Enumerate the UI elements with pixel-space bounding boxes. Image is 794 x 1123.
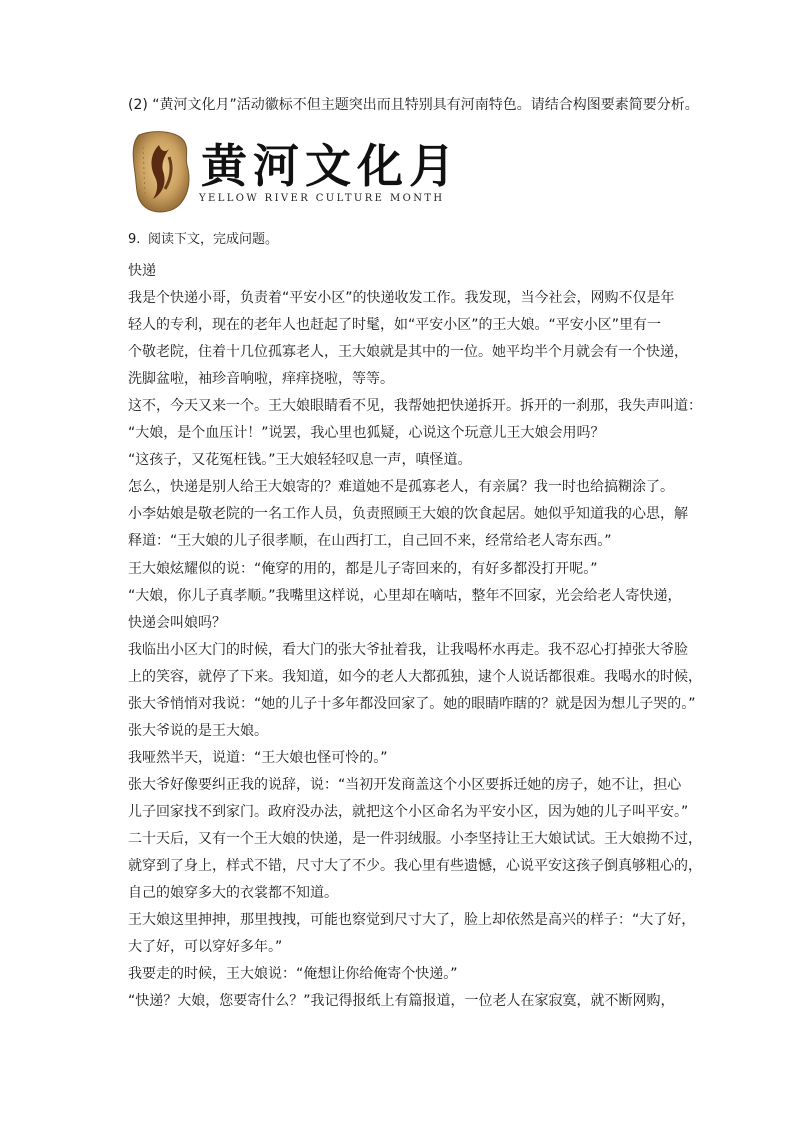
- article-line: 释道：“王大娘的儿子很孝顺，在山西打工，自己回不来，经常给老人寄东西。”: [128, 533, 612, 550]
- article-line: 快递会叫娘吗？: [128, 614, 226, 631]
- logo-chinese-title: 黄河文化月: [201, 139, 461, 193]
- article-line: 张大爷好像要纠正我的说辞，说：“当初开发商盖这个小区要拆迁她的房子，她不让，担心: [128, 776, 682, 793]
- article-line: 王大娘炫耀似的说：“俺穿的用的，都是儿子寄回来的，有好多都没打开呢。”: [128, 560, 598, 577]
- article-line: 小李姑娘是敬老院的一名工作人员，负责照顾王大娘的饮食起居。她似乎知道我的心思，解: [128, 506, 688, 523]
- article-body: [128, 258, 728, 1015]
- article-line: “大娘，你儿子真孝顺。”我嘴里这样说，心里却在嘀咕，整年不回家，光会给老人寄快递，: [128, 587, 682, 604]
- article-line: “这孩子，又花冤枉钱。”王大娘轻轻叹息一声，嗔怪道。: [128, 452, 472, 469]
- article-line: 上的笑容，就停了下来。我知道，如今的老人大都孤独，逮个人说话都很难。我喝水的时候，: [128, 668, 702, 685]
- article-line: 二十天后，又有一个王大娘的快递，是一件羽绒服。小李坚持让王大娘试试。王大娘拗不过，: [128, 830, 702, 847]
- question-9-heading: [128, 231, 278, 249]
- article-line: 张大爷说的是王大娘。: [128, 722, 268, 739]
- article-line: 这不，今天又来一个。王大娘眼睛看不见，我帮她把快递拆开。拆开的一刹那，我失声叫道：: [128, 398, 702, 415]
- article-line: 我是个快递小哥，负责着“平安小区”的快递收发工作。我发现，当今社会，网购不仅是年: [128, 290, 675, 307]
- yellow-river-culture-month-logo: [129, 127, 461, 216]
- article-line: 自己的娘穿多大的衣裳都不知道。: [128, 885, 338, 902]
- article-line: 我哑然半天，说道：“王大娘也怪可怜的。”: [128, 749, 388, 766]
- article-line: 我临出小区大门的时候，看大门的张大爷扯着我，让我喝杯水再走。我不忍心打掉张大爷脸: [128, 641, 688, 658]
- article-line: 大了好，可以穿好多年。”: [128, 939, 283, 956]
- question-8-text: (2) “黄河文化月”活动徽标不但主题突出而且特别具有河南特色。请结合构图要素简要分析。: [128, 97, 699, 113]
- article-line: 洗脚盆啦，袖珍音响啦，痒痒挠啦，等等。: [128, 371, 394, 388]
- article-line: 我要走的时候，王大娘说：“俺想让你给俺寄个快递。”: [128, 966, 458, 983]
- article-line: 王大娘这里抻抻，那里拽拽，可能也察觉到尺寸大了，脸上却依然是高兴的样子：“大了好，: [128, 912, 696, 929]
- article-line: 个敬老院，住着十几位孤寡老人，王大娘就是其中的一位。她平均半个月就会有一个快递，: [128, 344, 688, 361]
- article-title: 快递: [128, 263, 156, 279]
- article-line: “快递？大娘，您要寄什么？”我记得报纸上有篇报道，一位老人在家寂寞，就不断网购，: [128, 993, 675, 1010]
- article-line: 轻人的专利，现在的老年人也赶起了时髦，如“平安小区”的王大娘。“平安小区”里有一: [128, 317, 662, 334]
- article-line: 儿子回家找不到家门。政府没办法，就把这个小区命名为平安小区，因为她的儿子叫平安。”: [128, 803, 689, 820]
- article-line: 张大爷悄悄对我说：“她的儿子十多年都没回家了。她的眼睛咋瞎的？就是因为想儿子哭的。”: [128, 695, 696, 712]
- article-line: “大娘，是个血压计！”说罢，我心里也狐疑，心说这个玩意儿王大娘会用吗？: [128, 425, 605, 442]
- logo-english-subtitle: YELLOW RIVER CULTURE MONTH: [199, 193, 445, 204]
- question-9-number: 9.: [128, 232, 141, 247]
- article-line: 就穿到了身上，样式不错，尺寸大了不少。我心里有些遗憾，心说平安这孩子倒真够粗心的，: [128, 858, 702, 875]
- question-9-instruction: 阅读下文，完成问题。: [148, 232, 279, 247]
- article-line: 怎么，快递是别人给王大娘寄的？难道她不是孤寡老人，有亲属？我一时也给搞糊涂了。: [128, 479, 674, 496]
